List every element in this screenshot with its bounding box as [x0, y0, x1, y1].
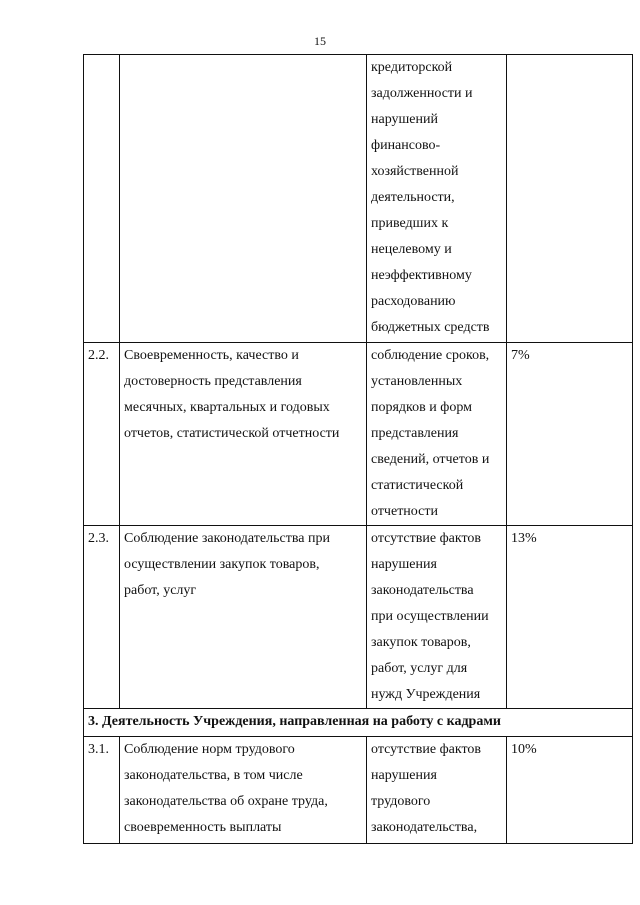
cell-criterion: [120, 526, 367, 709]
indicator-line: представления: [371, 426, 459, 441]
criteria-table: [83, 54, 633, 844]
indicator-line: нужд Учреждения: [371, 687, 481, 702]
indicator-line: нарушения: [371, 557, 437, 572]
cell-criterion: [120, 55, 367, 343]
criterion-line: Соблюдение законодательства при: [124, 531, 330, 546]
criterion-line: Соблюдение норм трудового: [124, 742, 295, 757]
criterion-line: месячных, квартальных и годовых: [124, 400, 330, 415]
criterion-line: работ, услуг: [124, 583, 197, 598]
indicator-line: хозяйственной: [371, 164, 459, 179]
criterion-line: отчетов, статистической отчетности: [124, 426, 340, 441]
indicator-line: работ, услуг для: [371, 661, 468, 676]
indicator-line: нарушений: [371, 112, 438, 127]
cell-number: [84, 55, 120, 343]
criterion-line: законодательства, в том числе: [124, 768, 303, 783]
indicator-line: законодательства: [371, 583, 474, 598]
section-heading-row: [84, 709, 633, 737]
table-row-2-3: [84, 526, 633, 709]
indicator-line: соблюдение сроков,: [371, 348, 490, 363]
cell-number: 2.2.: [84, 343, 120, 526]
cell-number: 3.1.: [84, 737, 120, 844]
indicator-line: отсутствие фактов: [371, 742, 482, 757]
indicator-line: законодательства,: [371, 820, 478, 835]
cell-indicator: [367, 737, 507, 844]
section-heading: 3. Деятельность Учреждения, направленная на работу с кадрами: [84, 709, 633, 737]
cell-criterion: [120, 343, 367, 526]
criterion-line: законодательства об охране труда,: [124, 794, 328, 809]
indicator-line: при осуществлении: [371, 609, 489, 624]
indicator-line: отсутствие фактов: [371, 531, 482, 546]
criterion-line: достоверность представления: [124, 374, 302, 389]
indicator-line: задолженности и: [371, 86, 473, 101]
indicator-line: кредиторской: [371, 60, 453, 75]
criterion-line: своевременность выплаты: [124, 820, 282, 835]
indicator-line: деятельности,: [371, 190, 455, 205]
page-number: 15: [314, 34, 326, 48]
indicator-line: порядков и форм: [371, 400, 472, 415]
indicator-line: приведших к: [371, 216, 449, 231]
cell-weight: 7%: [507, 343, 633, 526]
indicator-line: финансово-: [371, 138, 441, 153]
cell-number: 2.3.: [84, 526, 120, 709]
cell-indicator: [367, 343, 507, 526]
indicator-line: нарушения: [371, 768, 437, 783]
criterion-line: Своевременность, качество и: [124, 348, 299, 363]
cell-weight: 10%: [507, 737, 633, 844]
indicator-line: бюджетных средств: [371, 320, 490, 335]
indicator-line: неэффективному: [371, 268, 472, 283]
indicator-line: расходованию: [371, 294, 456, 309]
indicator-line: закупок товаров,: [371, 635, 471, 650]
indicator-line: отчетности: [371, 504, 438, 519]
indicator-line: сведений, отчетов и: [371, 452, 490, 467]
indicator-line: установленных: [371, 374, 463, 389]
table-row-3-1: [84, 737, 633, 844]
table-row-2-2: [84, 343, 633, 526]
cell-criterion: [120, 737, 367, 844]
indicator-line: нецелевому и: [371, 242, 452, 257]
criterion-line: осуществлении закупок товаров,: [124, 557, 320, 572]
table-row-continuation: [84, 55, 633, 343]
cell-weight: [507, 55, 633, 343]
cell-indicator: [367, 55, 507, 343]
indicator-line: статистической: [371, 478, 464, 493]
indicator-line: трудового: [371, 794, 431, 809]
cell-weight: 13%: [507, 526, 633, 709]
cell-indicator: [367, 526, 507, 709]
